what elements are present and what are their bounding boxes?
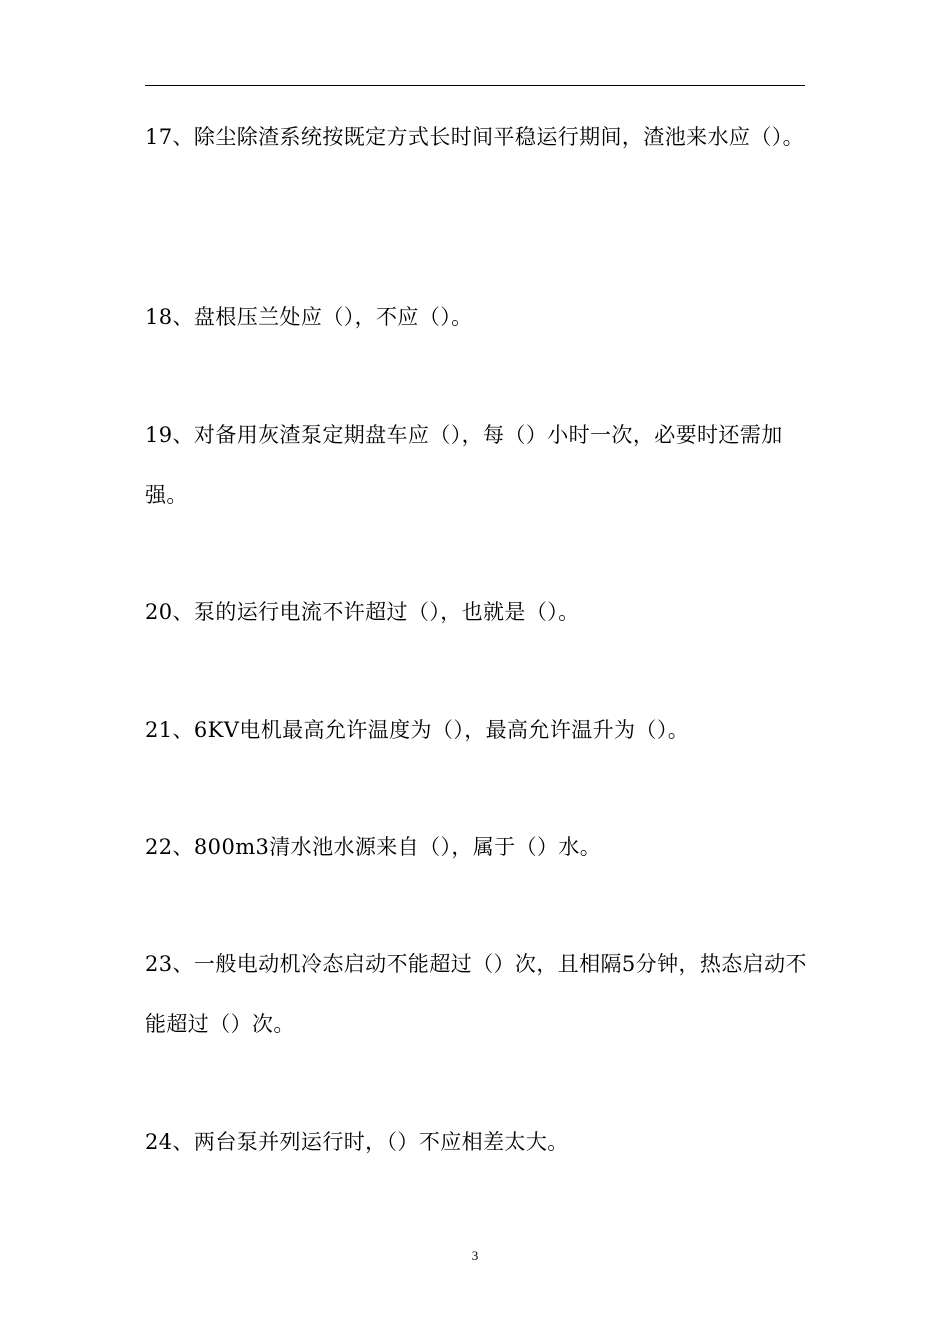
question-24: 24、两台泵并列运行时，（）不应相差太大。	[145, 1130, 569, 1154]
page-number: 3	[471, 1248, 479, 1263]
question-17: 17、除尘除渣系统按既定方式长时间平稳运行期间，渣池来水应（）。	[145, 125, 805, 149]
question-19: 19、对备用灰渣泵定期盘车应（），每（）小时一次，必要时还需加强。	[145, 423, 783, 507]
header-rule	[145, 85, 805, 86]
question-22: 22、800m3清水池水源来自（），属于（）水。	[145, 835, 602, 859]
question-18: 18、盘根压兰处应（），不应（）。	[145, 305, 473, 329]
question-21: 21、6KV电机最高允许温度为（），最高允许温升为（）。	[145, 718, 690, 742]
question-23: 23、一般电动机冷态启动不能超过（）次，且相隔5分钟，热态启动不能超过（）次。	[145, 952, 807, 1036]
question-20: 20、泵的运行电流不许超过（），也就是（）。	[145, 600, 580, 624]
